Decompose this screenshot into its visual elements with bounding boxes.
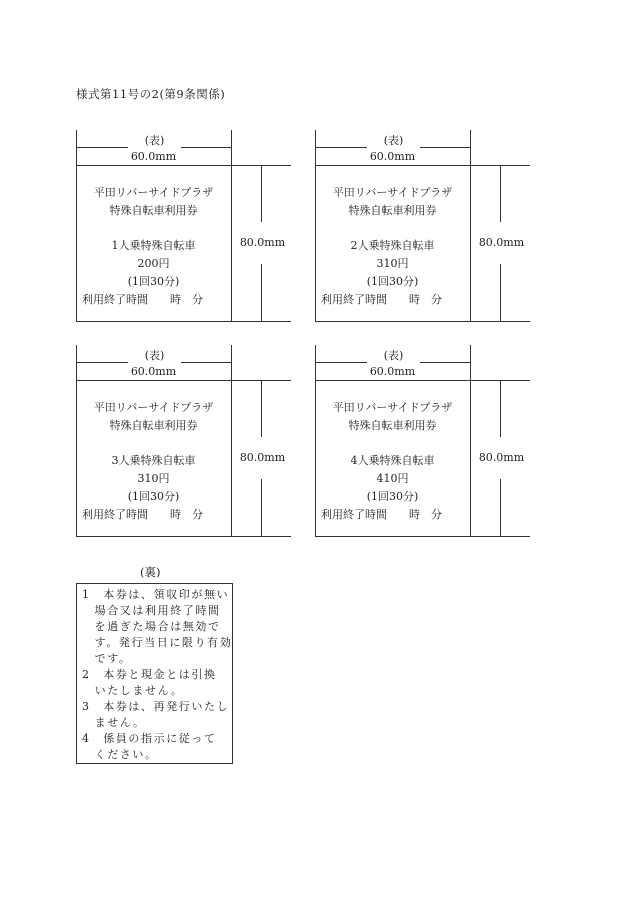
ticket-kind: 特殊自転車利用券 <box>109 204 198 217</box>
facility-name: 平田リバーサイドプラザ <box>93 186 214 199</box>
back-line: ください。 <box>82 748 158 761</box>
duration: (1回30分) <box>366 490 419 503</box>
ticket-front-4 <box>315 345 530 537</box>
back-line: 2 本券と現金とは引換 <box>82 668 217 681</box>
back-label: (裏) <box>140 565 161 579</box>
width-dimension: 60.0mm <box>369 365 416 378</box>
back-line: 3 本券は、再発行いたし <box>82 700 230 713</box>
header-divider <box>76 165 291 166</box>
ticket-kind: 特殊自転車利用券 <box>109 419 198 432</box>
height-dimension: 80.0mm <box>478 236 525 249</box>
ticket-right-edge <box>231 130 232 322</box>
front-label: (表) <box>144 134 165 147</box>
ticket-front-1 <box>76 130 291 322</box>
ticket-right-edge <box>470 345 471 537</box>
back-line: です。 <box>82 652 132 665</box>
dim-line-right <box>181 147 231 148</box>
price: 310円 <box>137 472 170 485</box>
back-line: いたしません。 <box>82 684 184 697</box>
ticket-kind: 特殊自転車利用券 <box>348 204 437 217</box>
back-line: 1 本券は、領収印が無い <box>82 588 230 601</box>
facility-name: 平田リバーサイドプラザ <box>93 401 214 414</box>
back-line: ません。 <box>82 716 146 729</box>
duration: (1回30分) <box>127 490 180 503</box>
dim-line-top <box>500 165 501 222</box>
height-dimension: 80.0mm <box>239 236 286 249</box>
end-time: 利用終了時間 時 分 <box>82 293 203 306</box>
bike-type: 1人乗特殊自転車 <box>111 239 196 252</box>
bike-type: 3人乗特殊自転車 <box>111 454 196 467</box>
dim-line-left <box>76 147 128 148</box>
ticket-front-3 <box>76 345 291 537</box>
back-line: す。発行当日に限り有効 <box>82 636 233 649</box>
dim-line-right <box>420 362 470 363</box>
bike-type: 2人乗特殊自転車 <box>350 239 435 252</box>
width-dimension: 60.0mm <box>130 150 177 163</box>
height-dimension: 80.0mm <box>478 451 525 464</box>
dim-line-bottom <box>500 479 501 536</box>
bottom-border <box>315 321 530 322</box>
dim-line-left <box>76 362 128 363</box>
header-divider <box>315 380 530 381</box>
ticket-kind: 特殊自転車利用券 <box>348 419 437 432</box>
back-line: を過ぎた場合は無効で <box>82 620 221 633</box>
price: 410円 <box>376 472 409 485</box>
dim-line-top <box>261 380 262 437</box>
dim-line-bottom <box>500 264 501 321</box>
dim-line-bottom <box>261 479 262 536</box>
bottom-border <box>76 536 291 537</box>
width-dimension: 60.0mm <box>369 150 416 163</box>
facility-name: 平田リバーサイドプラザ <box>332 186 453 199</box>
ticket-right-edge <box>231 345 232 537</box>
duration: (1回30分) <box>127 275 180 288</box>
bike-type: 4人乗特殊自転車 <box>350 454 435 467</box>
header-divider <box>315 165 530 166</box>
front-label: (表) <box>383 349 404 362</box>
dim-line-top <box>500 380 501 437</box>
facility-name: 平田リバーサイドプラザ <box>332 401 453 414</box>
bottom-border <box>315 536 530 537</box>
dim-line-left <box>315 147 367 148</box>
ticket-front-2 <box>315 130 530 322</box>
end-time: 利用終了時間 時 分 <box>82 508 203 521</box>
dim-line-bottom <box>261 264 262 321</box>
header-divider <box>76 380 291 381</box>
form-title: 様式第11号の2(第9条関係) <box>76 87 226 101</box>
end-time: 利用終了時間 時 分 <box>321 293 442 306</box>
back-notice-box <box>76 583 233 764</box>
back-line: 場合又は利用終了時間 <box>82 604 221 617</box>
dim-line-left <box>315 362 367 363</box>
dim-line-top <box>261 165 262 222</box>
dim-line-right <box>420 147 470 148</box>
duration: (1回30分) <box>366 275 419 288</box>
price: 200円 <box>137 257 170 270</box>
ticket-right-edge <box>470 130 471 322</box>
front-label: (表) <box>144 349 165 362</box>
price: 310円 <box>376 257 409 270</box>
end-time: 利用終了時間 時 分 <box>321 508 442 521</box>
dim-line-right <box>181 362 231 363</box>
front-label: (表) <box>383 134 404 147</box>
bottom-border <box>76 321 291 322</box>
back-line: 4 係員の指示に従って <box>82 732 217 745</box>
width-dimension: 60.0mm <box>130 365 177 378</box>
height-dimension: 80.0mm <box>239 451 286 464</box>
